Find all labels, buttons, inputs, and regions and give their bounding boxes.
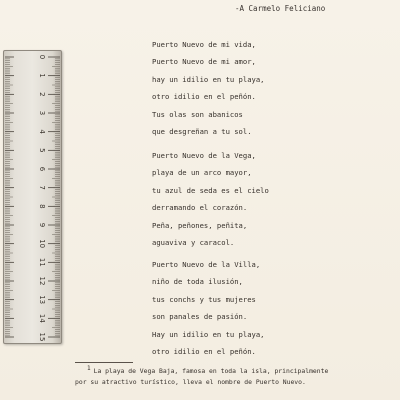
poem-line: Peña, peñones, peñita,: [152, 220, 248, 230]
poem-line: playa de un arco mayor,: [152, 168, 252, 178]
poem-line: son panales de pasión.: [152, 312, 248, 322]
poem-line: Hay un idilio en tu playa,: [152, 329, 265, 339]
ruler-label: 4: [38, 129, 46, 134]
poem-line: tus conchs y tus mujeres: [152, 294, 256, 304]
measuring-ruler: [3, 50, 62, 344]
ruler-label: 2: [38, 92, 46, 97]
dedication: -A Carmelo Feliciano: [235, 4, 326, 13]
ruler-label: 13: [38, 295, 46, 305]
poem-line: niño de toda ilusión,: [152, 277, 243, 287]
poem-line: otro idilio en el peñón.: [152, 92, 256, 102]
ruler-label: 6: [38, 166, 46, 172]
poem-line: Tus olas son abanicos: [152, 109, 243, 119]
ruler-label: 9: [38, 222, 46, 228]
ruler-label: 3: [38, 110, 46, 116]
ruler-label: 11: [38, 257, 46, 267]
footnote-text: La playa de Vega Baja, famosa en toda la isla, principalmente: [93, 367, 329, 375]
footnote-line: por su atractivo turístico, lleva el nombre de Puerto Nuevo.: [75, 378, 306, 386]
ruler-label: 7: [38, 185, 46, 190]
stanza: [152, 36, 265, 140]
footnote-marker: 1: [87, 365, 91, 372]
ruler-label: 1: [38, 73, 46, 78]
poem-line: otro idilio en el peñón.: [152, 346, 256, 356]
poem-line: Puerto Nuevo de mi amor,: [152, 57, 256, 67]
poem-line: Puerto Nuevo de mi vida,: [152, 40, 256, 49]
poem-line: derramando el corazón.: [152, 203, 248, 213]
ruler-scale: [4, 51, 61, 343]
ruler-label: 14: [38, 313, 46, 323]
poem-line: hay un idilio en tu playa,: [152, 74, 265, 84]
poem-line: aguaviva y caracol.: [152, 237, 235, 247]
poem-line: que desgreñan a tu sol.: [152, 126, 252, 136]
footnote: [75, 366, 375, 387]
ruler-label: 8: [38, 204, 46, 209]
ruler-label: 5: [38, 148, 46, 153]
footnote-divider: [75, 362, 133, 363]
ruler-label: 0: [38, 54, 46, 60]
poem-line: tu azul de seda es el cielo: [152, 185, 269, 195]
ruler-label: 12: [38, 276, 46, 286]
poem-line: Puerto Nuevo de la Vega,: [152, 151, 256, 160]
ruler-label: 15: [38, 332, 46, 342]
stanza: [152, 147, 269, 251]
footnote-line: [75, 366, 375, 377]
ruler-label: 10: [38, 239, 46, 249]
poem-line: Puerto Nuevo de la Villa,: [152, 260, 261, 269]
stanza: [152, 256, 265, 360]
